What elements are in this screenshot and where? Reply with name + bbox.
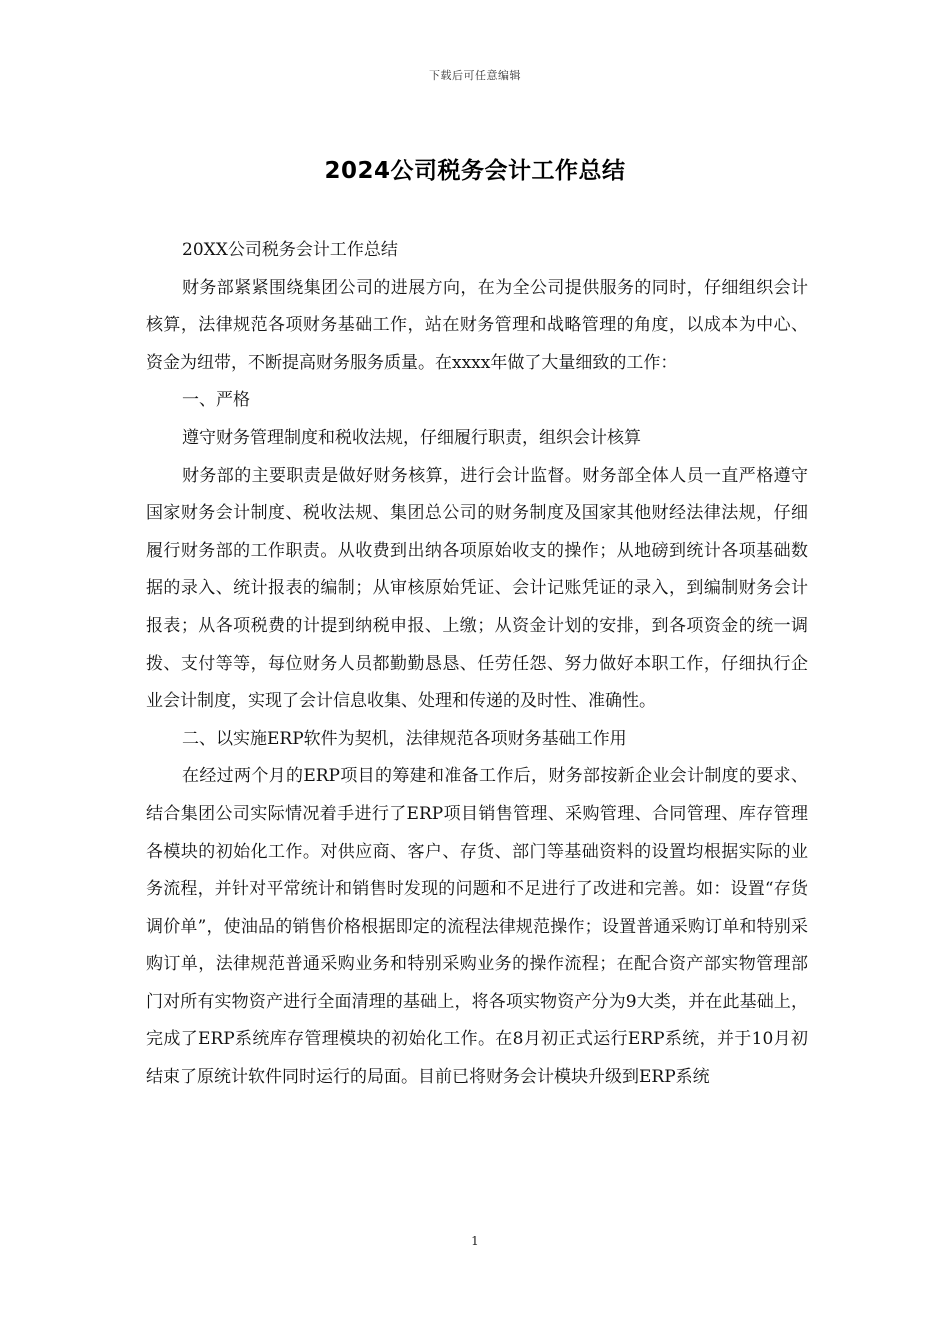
document-body — [146, 232, 808, 1097]
page-number: 1 — [471, 1234, 479, 1248]
section-heading-2: 二、以实施ERP软件为契机，法律规范各项财务基础工作用 — [182, 728, 627, 749]
document-title: 2024公司税务会计工作总结 — [324, 158, 626, 184]
paragraph-duties: 财务部的主要职责是做好财务核算，进行会计监督。财务部全体人员一直严格遵守国家财务会计制度、税收法规、集团总公司的财务制度及国家其他财经法律法规，仔细履行财务部的工作职责。从收费到出纳各项原始收支的操作；从地磅到统计各项基础数据的录入、统计报表的编制；从审核原始凭证、会计记账凭证的录入，到编制财务会计报表；从各项税费的计提到纳税申报、上缴；从资金计划的安排，到各项资金的统一调拨、支付等等，每位财务人员都勤勤恳恳、任劳任怨、努力做好本职工作，仔细执行企业会计制度，实现了会计信息收集、处理和传递的及时性、准确性。 — [146, 465, 808, 712]
paragraph-subtitle: 20XX公司税务会计工作总结 — [182, 240, 398, 260]
paragraph-intro: 财务部紧紧围绕集团公司的进展方向，在为全公司提供服务的同时，仔细组织会计核算，法律规范各项财务基础工作，站在财务管理和战略管理的角度，以成本为中心、资金为纽带，不断提高财务服务质量。在xxxx年做了大量细致的工作： — [146, 277, 808, 373]
section-heading-1: 一、严格 — [182, 390, 250, 411]
page-header-note: 下载后可任意编辑 — [429, 69, 521, 82]
paragraph-erp: 在经过两个月的ERP项目的筹建和准备工作后，财务部按新企业会计制度的要求、结合集团公司实际情况着手进行了ERP项目销售管理、采购管理、合同管理、库存管理各模块的初始化工作。对供应商、客户、存货、部门等基础资料的设置均根据实际的业务流程，并针对平常统计和销售时发现的问题和不足进行了改进和完善。如：设置“存货调价单”，使油品的销售价格根据即定的流程法律规范操作；设置普通采购订单和特别采购订单，法律规范普通采购业务和特别采购业务的操作流程；在配合资产部实物管理部门对所有实物资产进行全面清理的基础上，将各项实物资产分为9大类，并在此基础上，完成了ERP系统库存管理模块的初始化工作。在8月初正式运行ERP系统，并于10月初结束了原统计软件同时运行的局面。目前已将财务会计模块升级到ERP系统 — [146, 766, 808, 1088]
section-subheading-1: 遵守财务管理制度和税收法规，仔细履行职责，组织会计核算 — [182, 427, 641, 448]
